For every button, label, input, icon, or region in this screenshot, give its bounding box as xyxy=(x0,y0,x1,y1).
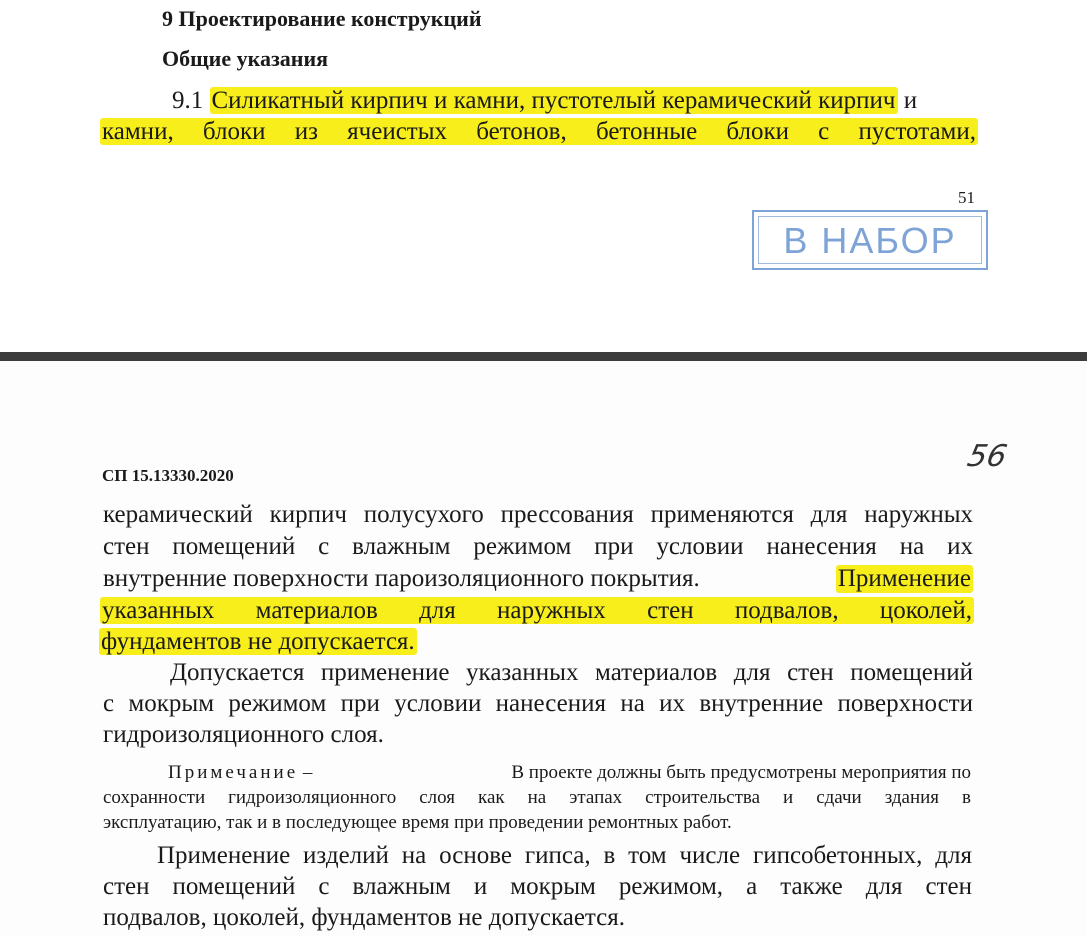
paragraph1-line1: керамический кирпич полусухого прессования применяются для наружных xyxy=(103,501,973,528)
stamp xyxy=(752,210,988,270)
page-number: 51 xyxy=(958,188,975,207)
stamp-text: В НАБОР xyxy=(783,220,957,261)
highlighted-text: фундаментов не допускается. xyxy=(101,628,415,655)
handwritten-page-number: 56 xyxy=(964,439,1010,474)
note-line1-text: В проекте должны быть предусмотрены мероприятия по xyxy=(511,762,971,783)
paragraph1-line2: стен помещений с влажным режимом при условии нанесения на их xyxy=(103,533,973,560)
paragraph3-line3: подвалов, цоколей, фундаментов не допускается. xyxy=(103,904,625,931)
para-text: и xyxy=(903,87,918,114)
paragraph2-line2: с мокрым режимом при условии нанесения на их внутренние поверхности xyxy=(103,690,973,717)
paragraph2-line1: Допускается применение указанных материалов для стен помещений xyxy=(170,659,973,686)
highlighted-text: Силикатный кирпич и камни, пустотелый керамический кирпич xyxy=(211,87,896,114)
paragraph1-line3-text: внутренние поверхности пароизоляционного покрытия. xyxy=(103,565,700,592)
document-code: СП 15.13330.2020 xyxy=(102,466,234,485)
subheading: Общие указания xyxy=(162,46,329,71)
para-9-1-line1 xyxy=(172,87,917,115)
note-line1 xyxy=(168,762,971,784)
note-dash: – xyxy=(302,762,313,783)
highlighted-text: Применение xyxy=(837,565,971,592)
section-heading: 9 Проектирование конструкций xyxy=(162,6,482,31)
paragraph3-line2: стен помещений с влажным и мокрым режимом, а также для стен xyxy=(103,873,972,900)
paragraph1-line4 xyxy=(100,597,974,625)
page-divider xyxy=(0,352,1087,361)
note-label: Примечание xyxy=(168,762,299,783)
paragraph2-line3: гидроизоляционного слоя. xyxy=(103,721,384,748)
bottom-page xyxy=(0,361,1087,937)
paragraph1-line5 xyxy=(99,628,417,656)
note-line2: сохранности гидроизоляционного слоя как на этапах строительства и сдачи здания в xyxy=(103,787,971,808)
paragraph3-line1: Применение изделий на основе гипса, в том числе гипсобетонных, для xyxy=(157,842,972,869)
para-number: 9.1 xyxy=(172,87,204,114)
highlighted-text: камни, блоки из ячеистых бетонов, бетонные блоки с пустотами, xyxy=(102,118,976,145)
paragraph1-line3 xyxy=(103,565,973,593)
note-line3: эксплуатацию, так и в последующее время при проведении ремонтных работ. xyxy=(103,812,732,833)
top-page xyxy=(0,0,1087,352)
para-9-1-line2 xyxy=(100,118,978,146)
highlighted-text: указанных материалов для наружных стен подвалов, цоколей, xyxy=(102,597,972,624)
